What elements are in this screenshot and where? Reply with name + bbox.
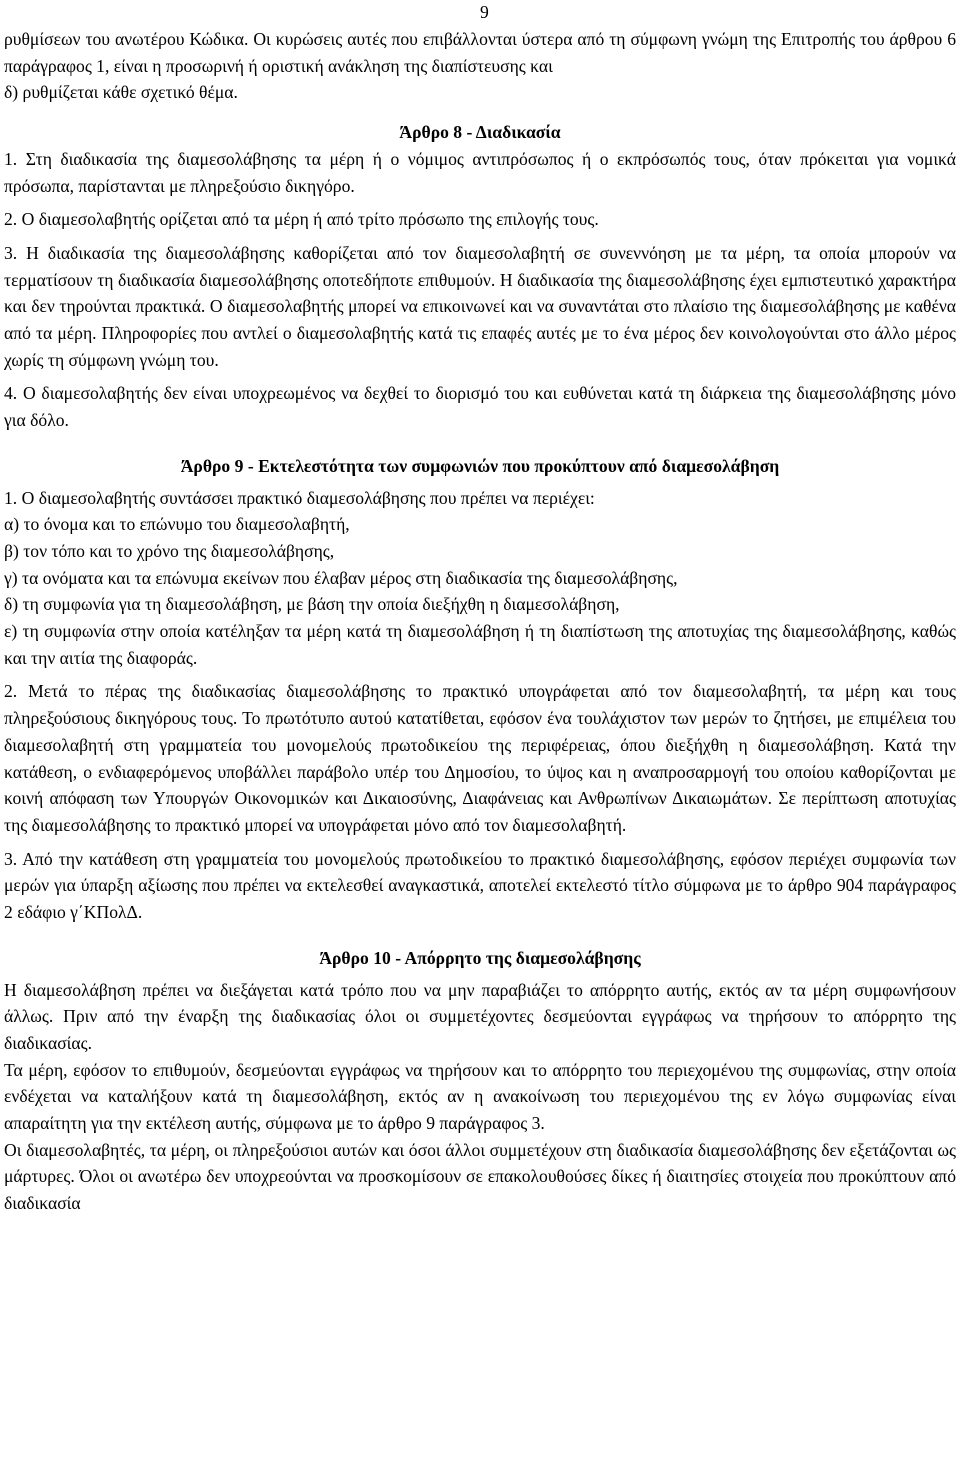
article-10-paragraph-3: Οι διαμεσολαβητές, τα μέρη, οι πληρεξούσιοι αυτών και όσοι άλλοι συμμετέχουν στη διαδικασία διαμεσολάβησης δεν εξετάζονται ως μάρτυρες. Όλοι οι ανωτέρω δεν υποχρεούνται να προσκομίσουν σε επακολουθούσες δίκες ή διαιτησίες στοιχεία που προκύπτουν από διαδικασία <box>4 1139 956 1214</box>
article-8-paragraph-3: 3. Η διαδικασία της διαμεσολάβησης καθορίζεται από τον διαμεσολαβητή σε συνεννόηση με τα μέρη, τα οποία μπορούν να τερματίσουν τη διαδικασία διαμεσολάβησης οποτεδήποτε επιθυμούν. Η διαδικασία της διαμεσολάβησης έχει εμπιστευτικό χαρακτήρα και δεν τηρούνται πρακτικά. Ο διαμεσολαβητής μπορεί να επικοινωνεί και να συναντάται στο πλαίσιο της διαμεσολάβησης με καθένα από τα μέρη. Πληροφορίες που αντλεί ο διαμεσολαβητής κατά τις επαφές αυτές με το ένα μέρος δεν κοινολογούνται στο άλλο μέρος χωρίς τη σύμφωνη γνώμη του. <box>4 242 956 370</box>
document-page <box>4 2 956 1217</box>
article-8-paragraph-2: 2. Ο διαμεσολαβητής ορίζεται από τα μέρη ή από τρίτο πρόσωπο της επιλογής τους. <box>4 209 599 230</box>
article-10-heading: Άρθρο 10 - Απόρρητο της διαμεσολάβησης <box>319 947 641 968</box>
article-9-paragraph-3: 3. Από την κατάθεση στη γραμματεία του μονομελούς πρωτοδικείου το πρακτικό διαμεσολάβησης, εφόσον περιέχει συμφωνία των μερών για ύπαρξη αξίωσης που πρέπει να εκτελεσθεί αναγκαστικά, αποτελεί εκτελεστό τίτλο σύμφωνα με το άρθρο 904 παράγραφος 2 εδάφιο γ΄ΚΠολΔ. <box>4 848 956 923</box>
article-9-item-b: β) τον τόπο και το χρόνο της διαμεσολάβησης, <box>4 540 335 561</box>
article-9-item-e: ε) τη συμφωνία στην οποία κατέληξαν τα μέρη κατά τη διαμεσολάβηση ή τη διαπίστωση της αποτυχίας της διαμεσολάβησης, καθώς και την αιτία της διαφοράς. <box>4 621 956 668</box>
article-8-paragraph-4: 4. Ο διαμεσολαβητής δεν είναι υποχρεωμένος να δεχθεί το διορισμό του και ευθύνεται κατά τη διάρκεια της διαμεσολάβησης μόνο για δόλο. <box>4 383 956 431</box>
article-9-paragraph-1: 1. Ο διαμεσολαβητής συντάσσει πρακτικό διαμεσολάβησης που πρέπει να περιέχει: <box>4 487 595 508</box>
article-9-item-c: γ) τα ονόματα και τα επώνυμα εκείνων που έλαβαν μέρος στη διαδικασία της διαμεσολάβησης, <box>4 567 678 588</box>
article-8-heading: Άρθρο 8 - Διαδικασία <box>399 122 561 143</box>
article-8-paragraph-1: 1. Στη διαδικασία της διαμεσολάβησης τα μέρη ή ο νόμιμος αντιπρόσωπος ή ο εκπρόσωπός τους, όταν πρόκειται για νομικά πρόσωπα, παρίστανται με πληρεξούσιο δικηγόρο. <box>4 148 956 196</box>
article-9-heading: Άρθρο 9 - Εκτελεστότητα των συμφωνιών που προκύπτουν από διαμεσολάβηση <box>180 455 780 476</box>
intro-paragraph: ρυθμίσεων του ανωτέρου Κώδικα. Οι κυρώσεις αυτές που επιβάλλονται ύστερα από τη σύμφωνη γνώμη της Επιτροπής του άρθρου 6 παράγραφος 1, είναι η προσωρινή ή οριστική ανάκληση της διαπίστευσης και <box>4 29 956 76</box>
article-9-paragraph-2: 2. Μετά το πέρας της διαδικασίας διαμεσολάβησης το πρακτικό υπογράφεται από τον διαμεσολαβητή, τα μέρη και τους πληρεξούσιους δικηγόρους τους. Το πρωτότυπο αυτού κατατίθεται, εφόσον ένα τουλάχιστον των μερών το ζητήσει, με επιμέλεια του διαμεσολαβητή στη γραμματεία του μονομελούς πρωτοδικείου της περιφέρειας, όπου διεξήχθη η διαμεσολάβηση. Κατά την κατάθεση, ο ενδιαφερόμενος υποβάλλει παράβολο υπέρ του Δημοσίου, το ύψος και η αναπροσαρμογή του οποίου καθορίζονται με κοινή απόφαση των Υπουργών Οικονομικών και Δικαιοσύνης, Διαφάνειας και Ανθρωπίνων Δικαιωμάτων. Σε περίπτωση αποτυχίας της διαμεσολάβησης το πρακτικό μπορεί να υπογράφεται μόνο από τον διαμεσολαβητή. <box>4 681 956 835</box>
article-9-item-a: α) το όνομα και το επώνυμο του διαμεσολαβητή, <box>4 514 350 535</box>
article-10-paragraph-1: Η διαμεσολάβηση πρέπει να διεξάγεται κατά τρόπο που να μην παραβιάζει το απόρρητο αυτής, εκτός αν τα μέρη συμφωνήσουν άλλως. Πριν από την έναρξη της διαδικασίας όλοι οι συμμετέχοντες δεσμεύονται εγγράφως να τηρήσουν το απόρρητο της διαδικασίας. <box>4 979 956 1053</box>
intro-item-d: δ) ρυθμίζεται κάθε σχετικό θέμα. <box>4 82 238 103</box>
article-10-paragraph-2: Τα μέρη, εφόσον το επιθυμούν, δεσμεύονται εγγράφως να τηρήσουν και το απόρρητο του περιεχομένου της συμφωνίας, στην οποία ενδέχεται να καταλήξουν κατά τη διαμεσολάβηση, εκτός αν η ανακοίνωση του περιεχομένου της εν λόγω συμφωνίας είναι απαραίτητη για την εκτέλεση αυτής, σύμφωνα με το άρθρο 9 παράγραφος 3. <box>4 1059 956 1134</box>
page-number: 9 <box>480 2 489 22</box>
article-9-item-d: δ) τη συμφωνία για τη διαμεσολάβηση, με βάση την οποία διεξήχθη η διαμεσολάβηση, <box>4 594 620 615</box>
